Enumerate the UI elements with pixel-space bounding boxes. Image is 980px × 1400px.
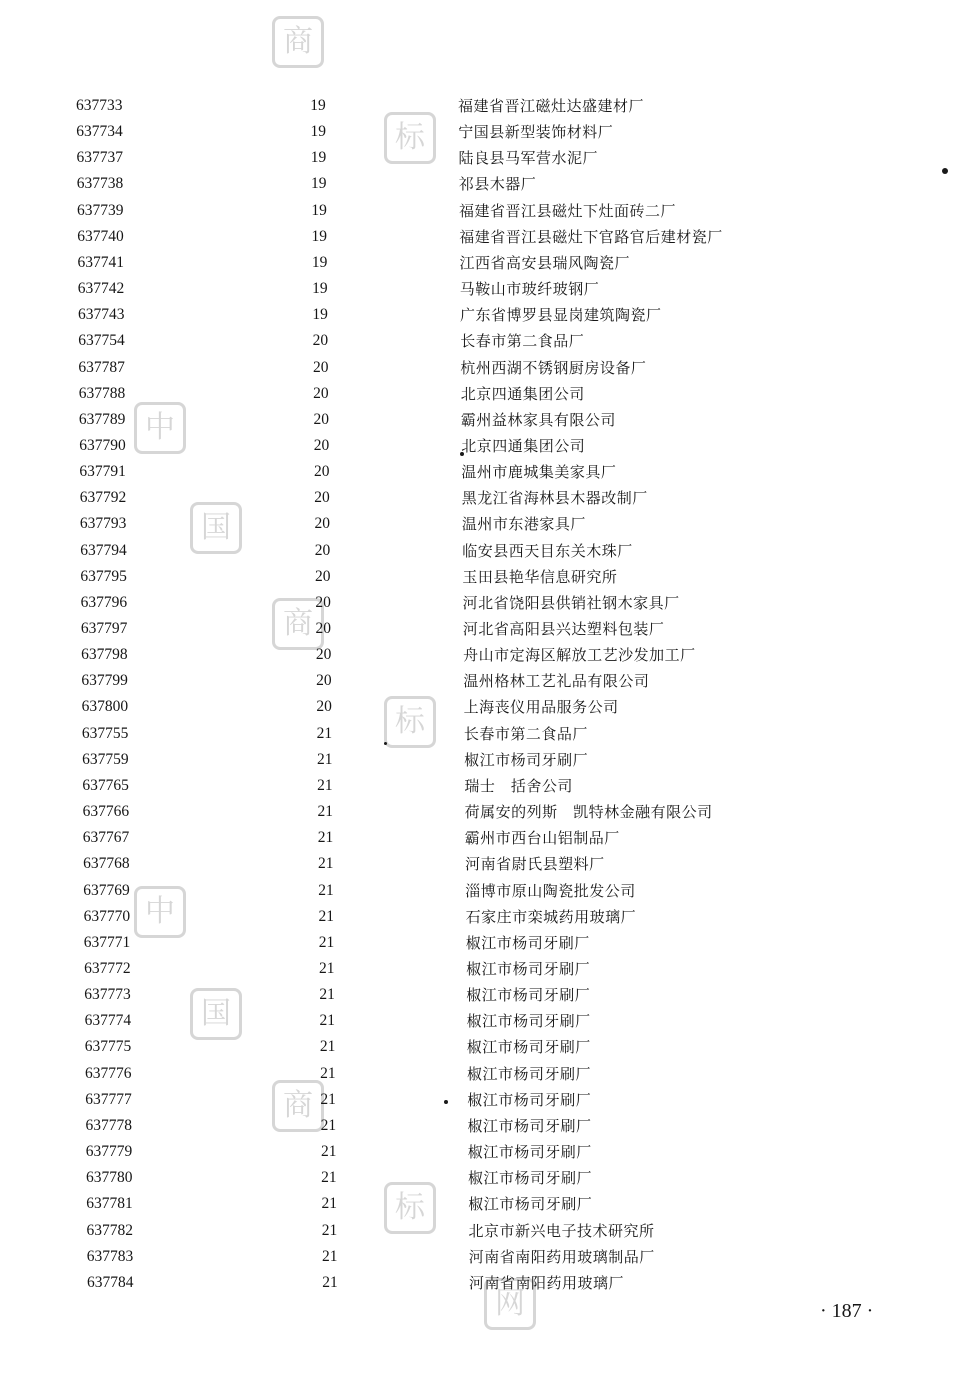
watermark-wang-bottom: 网 bbox=[484, 1278, 536, 1330]
table-row bbox=[0, 329, 980, 353]
registrant-name: 北京四通集团公司 bbox=[461, 436, 586, 455]
registrant-name: 椒江市杨司牙刷厂 bbox=[468, 1169, 593, 1188]
registrant-name: 河南省南阳药用玻璃厂 bbox=[469, 1273, 625, 1292]
table-row bbox=[0, 748, 980, 772]
class-number: 19 bbox=[312, 280, 328, 297]
class-number: 21 bbox=[320, 1116, 337, 1134]
class-number: 21 bbox=[317, 855, 334, 873]
table-row bbox=[0, 565, 980, 589]
registrant-name: 椒江市杨司牙刷厂 bbox=[467, 1090, 592, 1109]
registration-number: 637739 bbox=[77, 201, 124, 219]
table-row bbox=[0, 1062, 980, 1086]
table-row bbox=[0, 774, 980, 798]
registrant-name: 长春市第二食品厂 bbox=[463, 724, 588, 743]
class-number: 20 bbox=[315, 620, 332, 637]
registration-number: 637789 bbox=[78, 410, 126, 428]
registration-number: 637779 bbox=[85, 1143, 133, 1160]
watermark-guo-upper: 国 bbox=[190, 502, 242, 554]
registration-number: 637787 bbox=[78, 358, 125, 376]
class-number: 21 bbox=[322, 1273, 338, 1291]
table-row bbox=[0, 434, 980, 458]
table-row bbox=[0, 1140, 980, 1164]
table-row bbox=[0, 591, 980, 615]
registrant-name: 椒江市杨司牙刷厂 bbox=[465, 933, 590, 952]
registrant-name: 瑞士 括舍公司 bbox=[464, 776, 573, 795]
registrant-name: 临安县西天目东关木珠厂 bbox=[462, 541, 633, 560]
registrant-name: 椒江市杨司牙刷厂 bbox=[466, 986, 591, 1005]
table-row bbox=[0, 120, 980, 144]
table-row bbox=[0, 382, 980, 406]
registration-number: 637781 bbox=[86, 1195, 133, 1213]
registrant-name: 上海丧仪用品服务公司 bbox=[463, 698, 619, 717]
registrant-name: 荷属安的列斯 凯特林金融有限公司 bbox=[464, 803, 713, 821]
table-row bbox=[0, 879, 980, 903]
registration-number: 637795 bbox=[80, 567, 127, 585]
registration-number: 637792 bbox=[79, 489, 127, 507]
registration-number: 637733 bbox=[76, 97, 123, 114]
class-number: 19 bbox=[310, 97, 326, 114]
registrant-name: 椒江市杨司牙刷厂 bbox=[467, 1064, 592, 1083]
class-number: 19 bbox=[310, 149, 327, 167]
class-number: 20 bbox=[314, 515, 331, 533]
table-row bbox=[0, 199, 980, 223]
registrant-name: 福建省晋江磁灶达盛建材厂 bbox=[458, 97, 645, 115]
registrant-name: 温州市东港家具厂 bbox=[461, 515, 586, 534]
table-row bbox=[0, 1245, 980, 1269]
registration-number: 637775 bbox=[84, 1038, 132, 1056]
table-row bbox=[0, 251, 980, 275]
class-number: 19 bbox=[311, 201, 327, 219]
registration-number: 637742 bbox=[77, 280, 125, 297]
registrant-name: 椒江市杨司牙刷厂 bbox=[466, 959, 591, 978]
watermark-biao-top: 标 bbox=[384, 112, 436, 164]
registration-number: 637784 bbox=[87, 1273, 134, 1291]
registration-number: 637773 bbox=[84, 986, 131, 1004]
table-row bbox=[0, 669, 980, 693]
registration-number: 637759 bbox=[82, 750, 129, 768]
registration-number: 637766 bbox=[82, 803, 130, 820]
class-number: 19 bbox=[312, 306, 328, 324]
registrant-name: 长春市第二食品厂 bbox=[460, 332, 585, 351]
table-row bbox=[0, 303, 980, 327]
class-number: 21 bbox=[319, 1038, 336, 1056]
class-number: 20 bbox=[312, 358, 329, 376]
class-number: 21 bbox=[321, 1169, 337, 1187]
class-number: 20 bbox=[313, 436, 330, 454]
class-number: 21 bbox=[320, 1090, 336, 1108]
registration-number: 637755 bbox=[81, 724, 129, 742]
class-number: 20 bbox=[315, 593, 331, 611]
registration-number: 637740 bbox=[77, 227, 124, 245]
registration-number: 637790 bbox=[79, 436, 126, 454]
registrant-name: 广东省博罗县显岗建筑陶瓷厂 bbox=[460, 306, 662, 325]
registrant-name: 玉田县艳华信息研究所 bbox=[462, 567, 618, 586]
table-row bbox=[0, 460, 980, 484]
registrant-name: 祁县木器厂 bbox=[458, 175, 537, 194]
table-row bbox=[0, 1114, 980, 1138]
class-number: 21 bbox=[321, 1247, 338, 1265]
registrant-name: 江西省高安县瑞风陶瓷厂 bbox=[459, 253, 631, 272]
class-number: 20 bbox=[312, 332, 329, 350]
registrant-name: 河南省南阳药用玻璃制品厂 bbox=[468, 1247, 655, 1266]
table-row bbox=[0, 1035, 980, 1059]
registrant-name: 舟山市定海区解放工艺沙发加工厂 bbox=[463, 646, 696, 665]
table-row bbox=[0, 983, 980, 1007]
registrant-name: 温州格林工艺礼品有限公司 bbox=[463, 672, 650, 691]
registration-number: 637797 bbox=[80, 620, 128, 637]
registrant-name: 椒江市杨司牙刷厂 bbox=[467, 1143, 592, 1161]
class-number: 19 bbox=[311, 175, 327, 193]
registrant-name: 椒江市杨司牙刷厂 bbox=[466, 1038, 591, 1057]
table-row bbox=[0, 695, 980, 719]
registration-number: 637791 bbox=[79, 463, 126, 481]
registrant-name: 福建省晋江县磁灶下灶面砖二厂 bbox=[459, 201, 677, 220]
registration-number: 637782 bbox=[86, 1221, 133, 1239]
class-number: 20 bbox=[313, 463, 330, 481]
watermark-biao-bottom: 标 bbox=[384, 1182, 436, 1234]
table-row bbox=[0, 225, 980, 249]
class-number: 20 bbox=[316, 698, 332, 716]
registration-number: 637800 bbox=[81, 698, 129, 716]
table-row bbox=[0, 1088, 980, 1112]
registration-number: 637738 bbox=[76, 175, 124, 193]
table-row bbox=[0, 1009, 980, 1033]
table-row bbox=[0, 172, 980, 196]
registrant-name: 马鞍山市玻纤玻钢厂 bbox=[459, 280, 600, 298]
registrant-name: 福建省晋江县磁灶下官路官后建材瓷厂 bbox=[459, 227, 723, 246]
class-number: 19 bbox=[311, 253, 328, 271]
registration-number: 637754 bbox=[78, 332, 125, 350]
registration-number: 637765 bbox=[82, 776, 129, 794]
class-number: 21 bbox=[316, 724, 333, 742]
class-number: 21 bbox=[316, 750, 333, 768]
class-number: 21 bbox=[319, 959, 335, 977]
class-number: 20 bbox=[315, 567, 331, 585]
table-row bbox=[0, 539, 980, 563]
class-number: 20 bbox=[315, 646, 332, 664]
class-number: 21 bbox=[317, 829, 334, 847]
table-row bbox=[0, 643, 980, 667]
table-row bbox=[0, 1166, 980, 1190]
registration-number: 637768 bbox=[83, 855, 130, 873]
table-row bbox=[0, 826, 980, 850]
registration-number: 637771 bbox=[83, 933, 131, 951]
registrant-name: 淄博市原山陶瓷批发公司 bbox=[465, 881, 636, 900]
class-number: 21 bbox=[319, 986, 335, 1004]
registrant-name: 河北省饶阳县供销社钢木家具厂 bbox=[462, 593, 680, 612]
registrant-name: 北京四通集团公司 bbox=[460, 384, 585, 403]
registrant-name: 椒江市杨司牙刷厂 bbox=[464, 750, 589, 769]
class-number: 19 bbox=[310, 123, 327, 141]
class-number: 21 bbox=[320, 1064, 336, 1082]
registrant-name: 黑龙江省海林县木器改制厂 bbox=[461, 489, 648, 508]
class-number: 20 bbox=[314, 489, 330, 507]
page-number: · 187 · bbox=[820, 1300, 874, 1322]
registration-number: 637743 bbox=[78, 306, 125, 324]
watermark-biao-middle: 标 bbox=[384, 696, 436, 748]
class-number: 19 bbox=[311, 227, 328, 245]
class-number: 21 bbox=[320, 1143, 337, 1160]
registrant-name: 霸州市西台山铝制品厂 bbox=[464, 829, 620, 848]
registration-number: 637799 bbox=[81, 672, 128, 690]
table-row bbox=[0, 1271, 980, 1295]
registration-number: 637794 bbox=[80, 541, 127, 559]
registration-number: 637741 bbox=[77, 253, 124, 271]
class-number: 20 bbox=[316, 672, 332, 690]
watermark-shang-bottom: 商 bbox=[272, 1080, 324, 1132]
watermark-zhong-upper: 中 bbox=[134, 402, 186, 454]
registrant-name: 陆良县马军营水泥厂 bbox=[458, 149, 599, 168]
table-row bbox=[0, 852, 980, 876]
watermark-zhong-lower: 中 bbox=[134, 886, 186, 938]
table-row bbox=[0, 146, 980, 170]
registration-number: 637783 bbox=[86, 1247, 134, 1265]
registration-number: 637770 bbox=[83, 907, 131, 925]
table-row bbox=[0, 356, 980, 380]
class-number: 21 bbox=[318, 907, 335, 925]
registration-number: 637793 bbox=[79, 515, 127, 533]
registrant-name: 宁国县新型装饰材料厂 bbox=[458, 123, 614, 142]
registration-number: 637772 bbox=[84, 959, 131, 977]
table-row bbox=[0, 486, 980, 510]
registrant-name: 椒江市杨司牙刷厂 bbox=[467, 1116, 592, 1135]
registration-number: 637798 bbox=[81, 646, 128, 664]
class-number: 21 bbox=[317, 776, 333, 794]
registrant-name: 北京市新兴电子技术研究所 bbox=[468, 1221, 655, 1240]
registration-number: 637737 bbox=[76, 149, 123, 167]
class-number: 21 bbox=[321, 1221, 338, 1239]
class-number: 21 bbox=[318, 933, 335, 951]
table-row bbox=[0, 1219, 980, 1243]
watermark-shang-top: 商 bbox=[272, 16, 324, 68]
class-number: 20 bbox=[313, 384, 329, 402]
registrant-name: 石家庄市栾城药用玻璃厂 bbox=[465, 907, 637, 926]
registration-number: 637776 bbox=[85, 1064, 132, 1082]
class-number: 21 bbox=[318, 881, 334, 899]
table-row bbox=[0, 277, 980, 301]
registration-number: 637796 bbox=[80, 593, 128, 611]
registrant-name: 杭州西湖不锈钢厨房设备厂 bbox=[460, 358, 647, 377]
registrant-name: 椒江市杨司牙刷厂 bbox=[466, 1012, 591, 1031]
registration-number: 637788 bbox=[78, 384, 126, 402]
table-row bbox=[0, 512, 980, 536]
watermark-guo-lower: 国 bbox=[190, 988, 242, 1040]
registrant-name: 河北省高阳县兴达塑料包装厂 bbox=[462, 620, 665, 638]
table-row bbox=[0, 408, 980, 432]
registration-number: 637769 bbox=[83, 881, 130, 899]
table-row bbox=[0, 617, 980, 641]
registrant-name: 温州市鹿城集美家具厂 bbox=[461, 463, 617, 482]
table-row bbox=[0, 905, 980, 929]
class-number: 21 bbox=[317, 803, 333, 820]
registration-number: 637734 bbox=[76, 123, 123, 141]
table-row bbox=[0, 1192, 980, 1216]
registration-number: 637767 bbox=[82, 829, 130, 847]
watermark-shang-middle: 商 bbox=[272, 598, 324, 650]
registrant-name: 椒江市杨司牙刷厂 bbox=[468, 1195, 593, 1214]
class-number: 21 bbox=[321, 1195, 337, 1213]
class-number: 21 bbox=[319, 1012, 336, 1030]
registration-number: 637780 bbox=[86, 1169, 133, 1187]
table-row bbox=[0, 722, 980, 746]
table-row bbox=[0, 800, 980, 824]
registrant-name: 河南省尉氏县塑料厂 bbox=[465, 855, 605, 874]
table-row bbox=[0, 94, 980, 118]
table-row bbox=[0, 931, 980, 955]
registration-number: 637778 bbox=[85, 1116, 132, 1134]
class-number: 20 bbox=[314, 541, 331, 559]
registration-number: 637774 bbox=[84, 1012, 132, 1030]
class-number: 20 bbox=[313, 410, 329, 428]
registrant-name: 霸州益林家具有限公司 bbox=[460, 410, 616, 429]
registration-number: 637777 bbox=[85, 1090, 132, 1108]
table-row bbox=[0, 957, 980, 981]
